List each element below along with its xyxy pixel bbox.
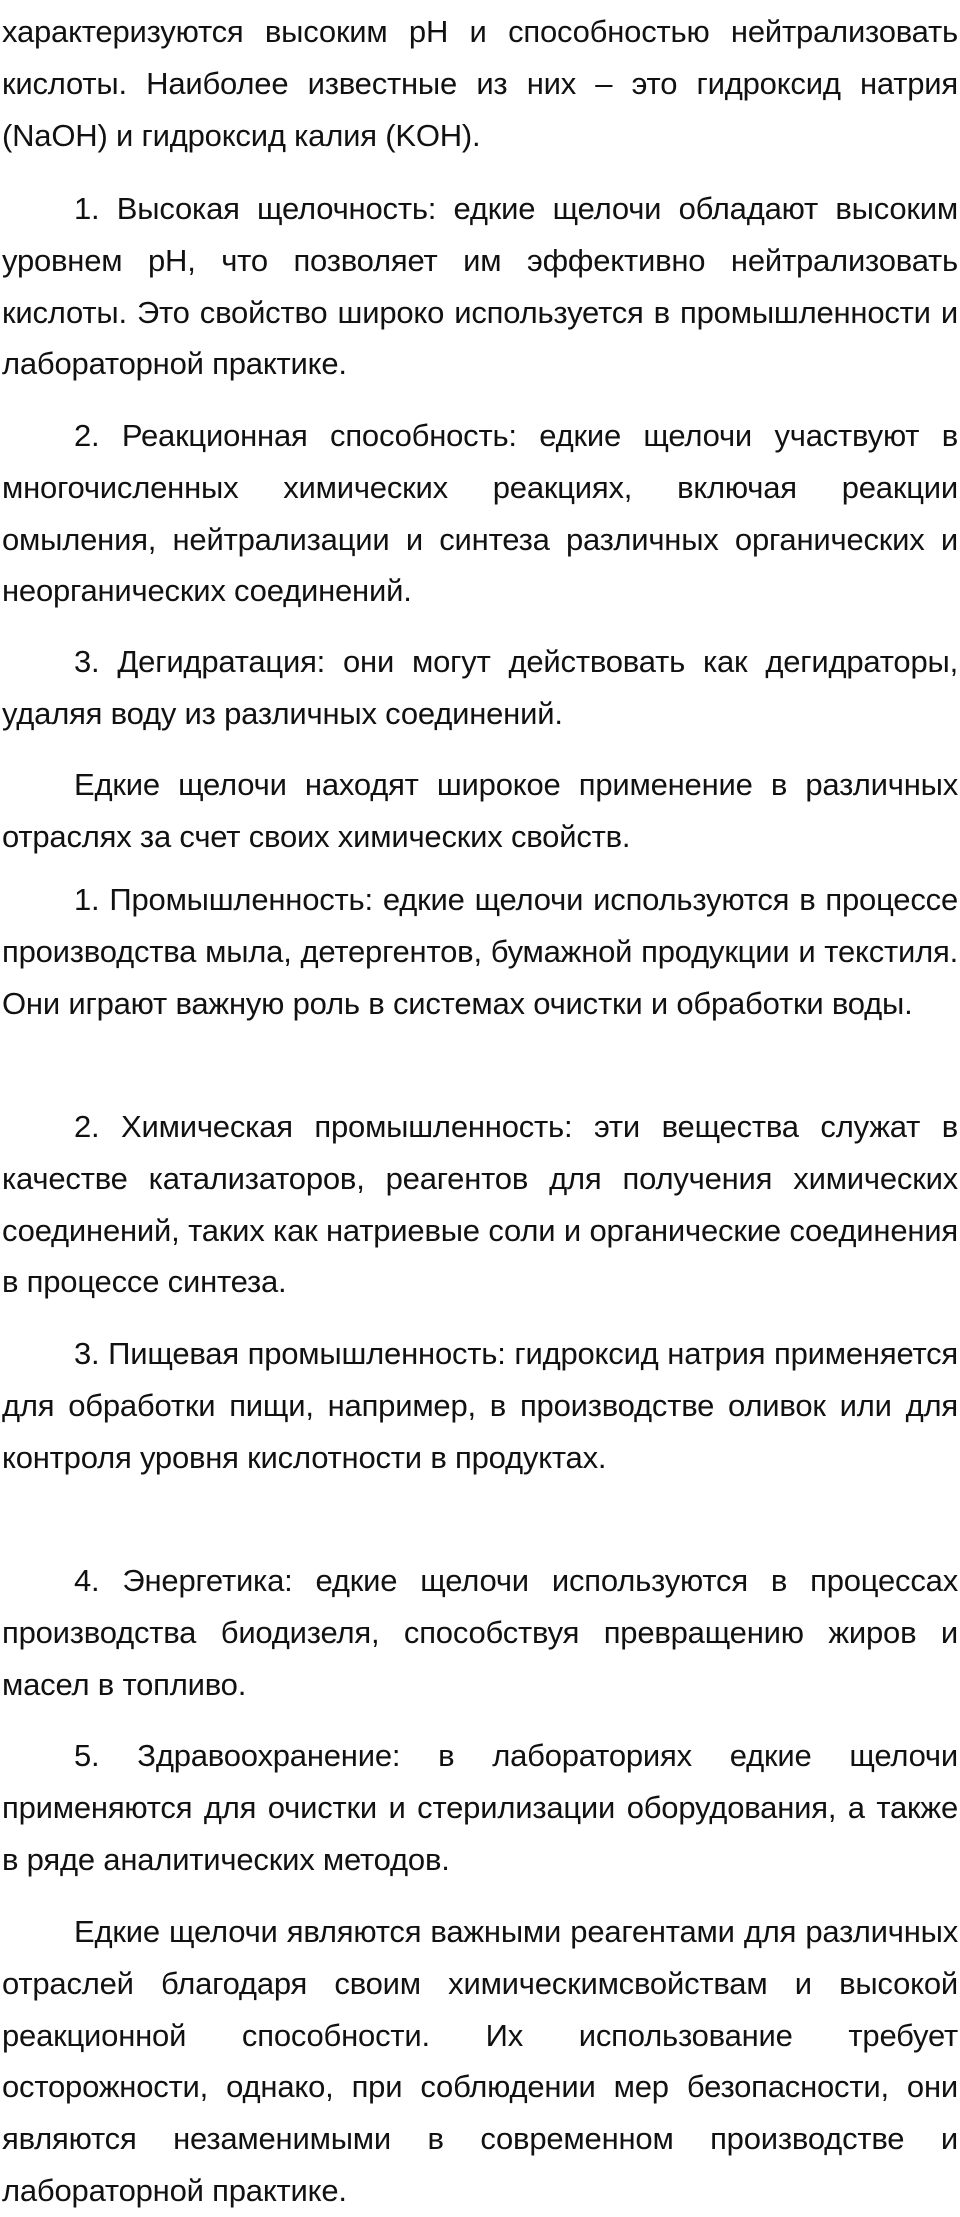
paragraph-high-alkalinity: 1. Высокая щелочность: едкие щелочи обладают высоким уровнем pH, что позволяет им эффективно нейтрализовать кислоты. Это свойство широко используется в промышленности и лабораторной практике. (2, 191, 958, 382)
paragraph-applications-intro: Едкие щелочи находят широкое применение в различных отраслях за счет своих химических свойств. (2, 767, 958, 854)
paragraph-industry: 1. Промышленность: едкие щелочи используются в процессе производства мыла, детергентов, бумажной продукции и текстиля. Они играют важную роль в системах очистки и обработки воды. (2, 882, 958, 1021)
paragraph-food-industry: 3. Пищевая промышленность: гидроксид натрия применяется для обработки пищи, например, в производстве оливок или для контроля уровня кислотности в продуктах. (2, 1336, 958, 1475)
paragraph-conclusion: Едкие щелочи являются важными реагентами для различных отраслей благодаря своим химическимсвойствам и высокой реакционной способности. Их использование требует осторожности, однако, при соблюдении мер безопасности, они являются незаменимыми в современном производстве и лабораторной практике. (2, 1914, 958, 2208)
paragraph-healthcare: 5. Здравоохранение: в лабораториях едкие щелочи применяются для очистки и стерилизации оборудования, а также в ряде аналитических методов. (2, 1738, 958, 1877)
paragraph-dehydration: 3. Дегидратация: они могут действовать как дегидраторы, удаляя воду из различных соединений. (2, 644, 958, 731)
paragraph-energy: 4. Энергетика: едкие щелочи используются в процессах производства биодизеля, способствуя превращению жиров и масел в топливо. (2, 1563, 958, 1702)
paragraph-reactivity: 2. Реакционная способность: едкие щелочи участвуют в многочисленных химических реакциях, включая реакции омыления, нейтрализации и синтеза различных органических и неорганических соединений. (2, 418, 958, 609)
paragraph-intro-continued: характеризуются высоким pH и способностью нейтрализовать кислоты. Наиболее известные из них – это гидроксид натрия (NaOH) и гидроксид калия (KOH). (2, 14, 958, 153)
paragraph-chemical-industry: 2. Химическая промышленность: эти вещества служат в качестве катализаторов, реагентов для получения химических соединений, таких как натриевые соли и органические соединения в процессе синтеза. (2, 1109, 958, 1300)
